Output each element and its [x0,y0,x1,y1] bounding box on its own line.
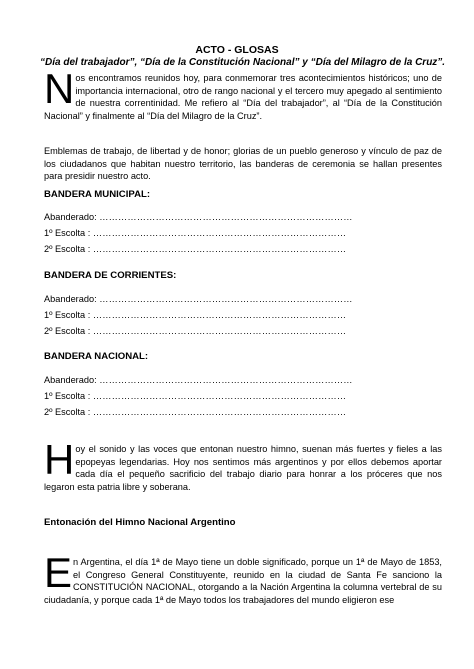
field-row [44,243,346,255]
hymn-dropcap: H [44,436,75,483]
may-first-paragraph [44,549,442,606]
hymn-intro-text: oy el sonido y las voces que entonan nuestro himno, suenan más fuertes y fieles a las epopeyas legendarias. Hoy nos sentimos más argentinos y por ellos debemos aportar cada día el pequeño sacrificio del trabajo diario para honrar a los próceres que nos legaron esta patria libre y soberana. [44,444,442,492]
field-row [44,309,346,321]
field-label: 1º Escolta : [44,391,91,401]
field-row [44,406,346,418]
document-title: ACTO - GLOSAS [195,44,279,56]
field-row [44,227,346,239]
abanderado-corrientes-blank[interactable]: ……………………………………………………………………… [99,294,353,304]
escolta1-municipal-blank[interactable]: ……………………………………………………………………… [92,228,347,238]
may-first-dropcap: E [44,549,73,596]
intro-paragraph [44,65,442,122]
abanderado-nacional-blank[interactable]: ……………………………………………………………………… [99,375,353,385]
field-row [44,211,353,223]
section-heading-nacional: BANDERA NACIONAL: [44,351,149,362]
field-label: Abanderado: [44,375,97,385]
field-row [44,325,346,337]
may-first-text: n Argentina, el día 1ª de Mayo tiene un doble significado, porque un 1ª de Mayo de 1853, el Congreso General Constituyente, reunido en la ciudad de Santa Fe sanciono la CONSTITUCIÓN NACIONAL, otorgando a la Nación Argentina la columna vertebral de su ciudadanía, y porque cada 1ª de Mayo todos los trabajadores del mundo eligieron ese [44,557,442,605]
field-label: 2º Escolta : [44,407,91,417]
intro-dropcap: N [44,65,75,112]
field-label: 1º Escolta : [44,310,91,320]
intro-text: os encontramos reunidos hoy, para conmemorar tres acontecimientos históricos; uno de importancia internacional, otro de rango nacional y el tercero muy apegado al sentimiento de nuestra correntinidad. Me refiero al “Día del trabajador”, al “Día de la Constitución Nacional” y finalmente al “Día del Milagro de la Cruz”. [44,73,442,121]
emblems-paragraph: Emblemas de trabajo, de libertad y de honor; glorias de un pueblo generoso y vínculo de paz de los ciudadanos que habitan nuestro territorio, las banderas de ceremonia se hallan presentes para presidir nuestro acto. [44,146,442,182]
field-row [44,390,346,402]
field-label: 1º Escolta : [44,228,91,238]
field-label: 2º Escolta : [44,244,91,254]
abanderado-municipal-blank[interactable]: ……………………………………………………………………… [99,212,353,222]
escolta2-nacional-blank[interactable]: ……………………………………………………………………… [92,407,347,417]
field-row [44,293,353,305]
field-label: Abanderado: [44,294,97,304]
escolta2-municipal-blank[interactable]: ……………………………………………………………………… [92,244,347,254]
section-heading-municipal: BANDERA MUNICIPAL: [44,189,151,200]
document-subtitle: “Día del trabajador”, “Día de la Constitución Nacional” y “Día del Milagro de la Cruz”. [40,57,446,68]
hymn-heading: Entonación del Himno Nacional Argentino [44,517,236,528]
hymn-intro-paragraph [44,436,442,493]
escolta2-corrientes-blank[interactable]: ……………………………………………………………………… [92,326,347,336]
escolta1-corrientes-blank[interactable]: ……………………………………………………………………… [92,310,347,320]
field-label: 2º Escolta : [44,326,91,336]
field-label: Abanderado: [44,212,97,222]
section-heading-corrientes: BANDERA DE CORRIENTES: [44,270,177,281]
escolta1-nacional-blank[interactable]: ……………………………………………………………………… [92,391,347,401]
field-row [44,374,353,386]
